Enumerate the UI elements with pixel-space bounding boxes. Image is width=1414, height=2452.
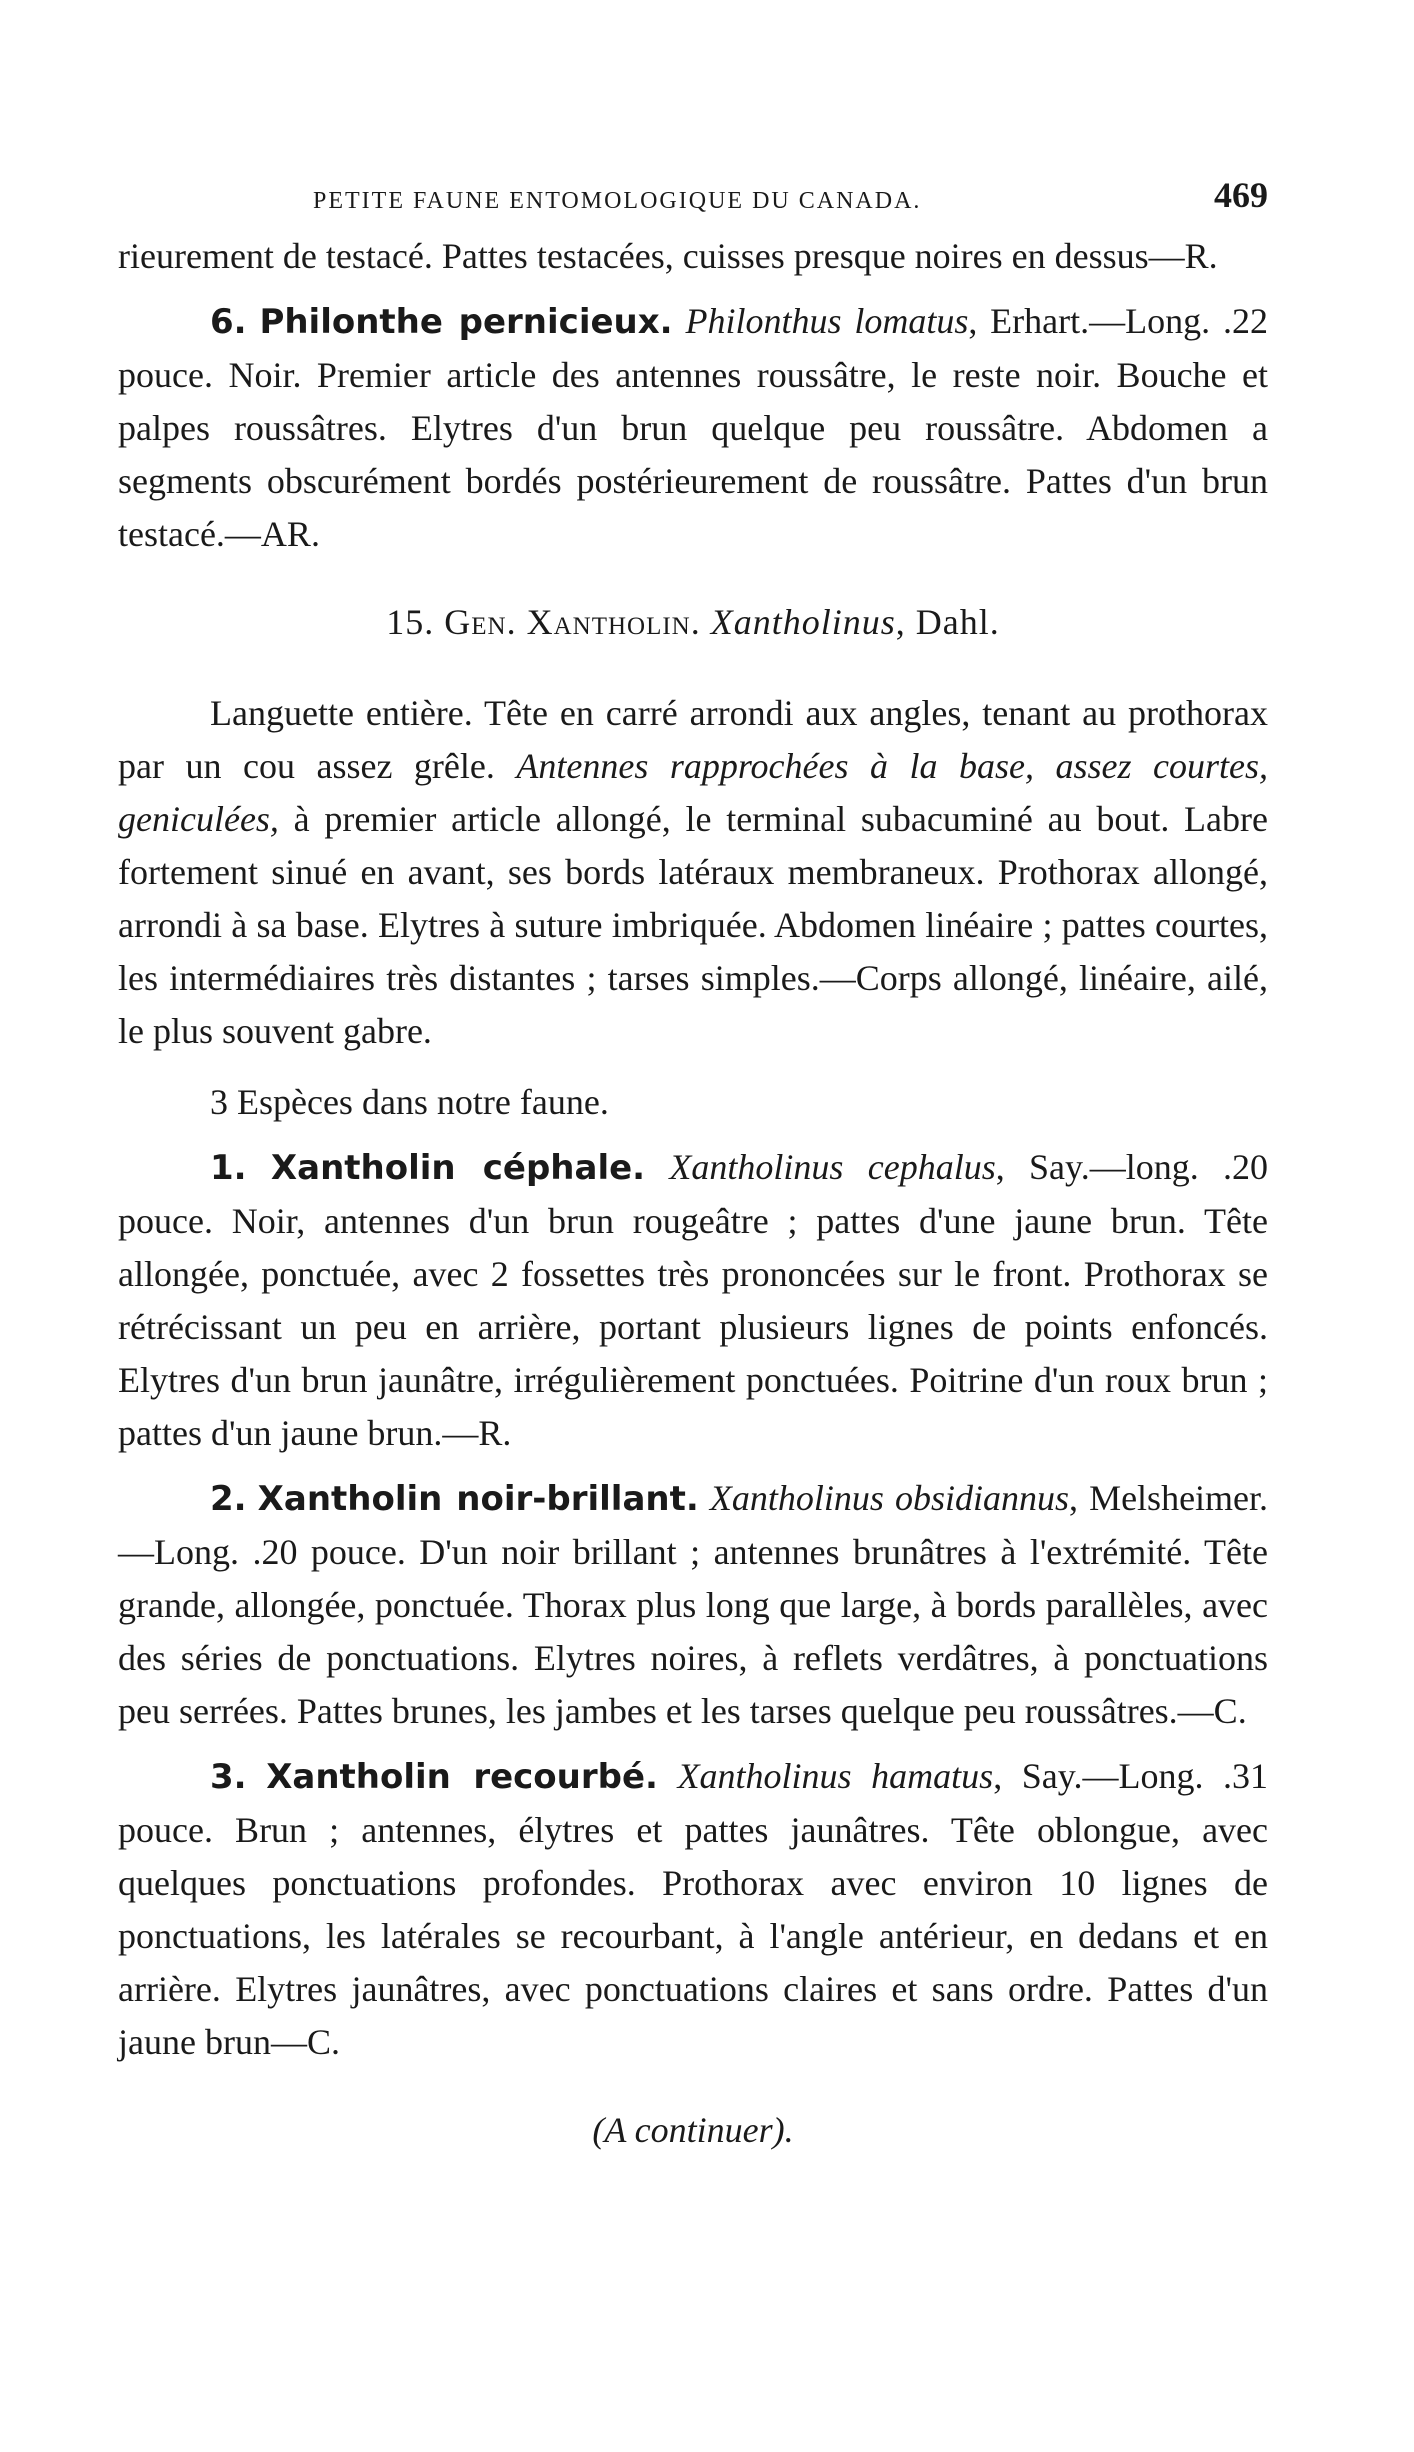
species-description: —Long. .20 pouce. D'un noir brillant ; antennes brunâtres à l'extrémité. Tête grande, allongée, ponctuée. Thorax plus long que large, à bords parallèles, avec des séries de ponctuations. Elytres noires, à reflets verdâtres, à ponctuations peu serrées. Pattes brunes, les jambes et les tarses quelque peu roussâtres.—C. (118, 1532, 1268, 1731)
species-name: Xantholin noir-brillant. (257, 1479, 699, 1519)
species-latin-name: Philonthus lomatus (685, 301, 969, 341)
genus-desc-italic: Antennes rapprochées à la base, assez courtes, geniculées, (118, 746, 1268, 839)
species-latin-name: Xantholinus obsidiannus (709, 1478, 1069, 1518)
species-entry-3 (118, 1750, 1268, 2069)
species-number: 1. (210, 1148, 247, 1188)
species-name: Xantholin recourbé. (266, 1757, 658, 1797)
species-number: 2. (210, 1479, 247, 1519)
genus-desc-part1: Languette entière. Tête en carré arrondi aux angles, tenant au prothorax par un cou assez grêle. (118, 693, 1268, 786)
species-latin-name: Xantholinus cephalus (669, 1147, 996, 1187)
genus-label: Gen. (444, 602, 517, 642)
species-name: Philonthe pernicieux. (259, 302, 673, 342)
species-author: , Erhart. (968, 301, 1090, 341)
species-count: 3 Espèces dans notre faune. (210, 1082, 609, 1122)
species-description: —long. .20 pouce. Noir, antennes d'un brun rougeâtre ; pattes d'une jaune brun. Tête allongée, ponctuée, avec 2 fossettes très prononcées sur le front. Prothorax se rétrécissant un peu en arrière, portant plusieurs lignes de points enfoncés. Elytres d'un brun jaunâtre, irrégulièrement ponctuées. Poitrine d'un roux brun ; pattes d'un jaune brun.—R. (118, 1147, 1269, 1453)
species-description: —Long. .31 pouce. Brun ; antennes, élytres et pattes jaunâtres. Tête oblongue, avec quelques ponctuations profondes. Prothorax avec environ 10 lignes de ponctuations, les latérales se recourbant, à l'angle antérieur, en dedans et en arrière. Elytres jaunâtres, avec ponctuations claires et sans ordre. Pattes d'un jaune brun—C. (118, 1756, 1269, 2062)
genus-heading (118, 601, 1268, 643)
species-entry-2 (118, 1472, 1268, 1738)
page (118, 170, 1268, 2151)
genus-name: Xantholin. (516, 602, 701, 642)
genus-desc-part2: à premier article allongé, le terminal subacuminé au bout. Labre fortement sinué en avant, ses bords latéraux membraneux. Prothorax allongé, arrondi à sa base. Elytres à suture imbriquée. Abdomen linéaire ; pattes courtes, les intermédiaires très distantes ; tarses simples.—Corps allongé, linéaire, ailé, le plus souvent gabre. (118, 799, 1268, 1051)
continued-paragraph: rieurement de testacé. Pattes testacées, cuisses presque noires en dessus—R. (118, 236, 1218, 276)
species-name: Xantholin céphale. (270, 1148, 646, 1188)
page-number: 469 (1214, 175, 1268, 215)
species-entry-1 (118, 1141, 1268, 1460)
genus-latin-name: Xantholinus (710, 602, 896, 642)
species-latin-name: Xantholinus hamatus (677, 1756, 994, 1796)
species-author: , Melsheimer. (1068, 1478, 1269, 1518)
genus-author: , Dahl. (895, 602, 1000, 642)
running-head (118, 170, 1268, 230)
species-author: , Say. (995, 1147, 1090, 1187)
genus-description (118, 687, 1268, 1058)
species-number: 6. (210, 302, 247, 342)
running-title: PETITE FAUNE ENTOMOLOGIQUE DU CANADA. (313, 188, 922, 214)
species-entry-6 (118, 295, 1268, 561)
genus-number: 15. (386, 602, 445, 642)
continuation-note: (A continuer). (592, 2110, 794, 2150)
species-author: , Say. (993, 1756, 1083, 1796)
species-description: —Long. .22 pouce. Noir. Premier article des antennes roussâtre, le reste noir. Bouche et palpes roussâtres. Elytres d'un brun quelque peu roussâtre. Abdomen a segments obscurément bordés postérieurement de roussâtre. Pattes d'un brun testacé.—AR. (118, 301, 1268, 554)
species-number: 3. (210, 1757, 247, 1797)
